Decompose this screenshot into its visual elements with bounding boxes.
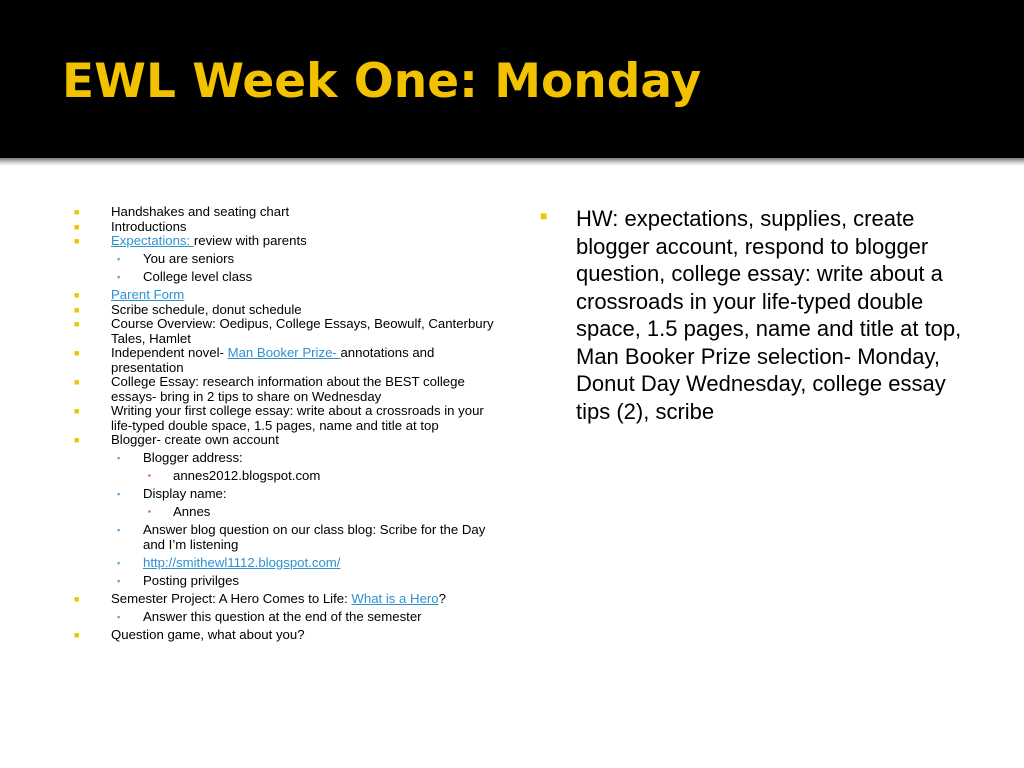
sub-bullet-icon: ▪ xyxy=(117,575,121,586)
list-item: ▪ Answer this question at the end of the semester xyxy=(117,608,422,624)
bullet-icon: ■ xyxy=(74,377,80,387)
list-item: ■ Course Overview: Oedipus, College Essays, Beowulf, Canterbury Tales, Hamlet xyxy=(74,316,494,346)
sub-bullet-icon: ▪ xyxy=(117,525,121,535)
bullet-icon: ■ xyxy=(74,207,80,217)
list-item: ▪ College level class xyxy=(117,269,253,284)
man-booker-prize-link[interactable]: Man Booker Prize- xyxy=(227,345,341,360)
list-item: ■ Handshakes and seating chart xyxy=(74,204,290,219)
bullet-icon: ■ xyxy=(540,209,548,223)
bullet-icon: ■ xyxy=(74,236,80,246)
list-item xyxy=(74,556,494,571)
homework-text: HW: expectations, supplies, create blogger account, respond to blogger question, college essay: write about a crossroads in your life-typed double space, 1.5 pages, name and title at top, Man Booker Prize selection- Monday, Donut Day Wednesday, college essay tips (2), scribe xyxy=(576,206,962,424)
bullet-icon: ■ xyxy=(74,629,80,640)
bullet-icon: ■ xyxy=(74,348,80,358)
bullet-icon: ■ xyxy=(74,319,80,329)
homework-list xyxy=(540,205,970,425)
list-item: ■ Scribe schedule, donut schedule xyxy=(74,301,302,317)
list-item: ▪ Blogger address: xyxy=(117,450,243,465)
list-item: ▪ You are seniors xyxy=(117,251,235,266)
list-item xyxy=(74,288,494,303)
list-item: ▪ Annes xyxy=(148,504,211,519)
sub-bullet-icon: ▪ xyxy=(117,272,121,282)
list-item: ■ Question game, what about you? xyxy=(74,626,305,642)
list-item xyxy=(540,205,970,425)
sub-sub-bullet-icon: ▪ xyxy=(148,471,151,480)
sub-bullet-icon: ▪ xyxy=(117,611,121,622)
bullet-icon: ■ xyxy=(74,221,80,232)
expectations-link[interactable]: Expectations: xyxy=(111,233,194,248)
list-item: ▪ Display name: xyxy=(117,486,227,501)
list-item: ■ Independent novel- Man Booker Prize- annotations and presentation xyxy=(74,345,435,375)
list-item: ■ Writing your first college essay: write about a crossroads in your life-typed double space, 1.5 pages, name and title at top xyxy=(74,403,484,433)
parent-form-link[interactable]: Parent Form xyxy=(111,287,185,302)
sub-bullet-icon: ▪ xyxy=(117,489,121,499)
bullet-icon: ■ xyxy=(74,406,80,416)
bullet-icon: ■ xyxy=(74,435,80,445)
title-divider xyxy=(0,158,1024,166)
list-item: ▪ Answer blog question on our class blog: Scribe for the Day and I’m listening xyxy=(117,522,486,552)
bullet-icon: ■ xyxy=(74,304,80,315)
list-item: ■ Introductions xyxy=(74,218,187,234)
sub-bullet-icon: ▪ xyxy=(117,453,121,463)
list-item: ■ College Essay: research information about the BEST college essays- bring in 2 tips to share on Wednesday xyxy=(74,374,465,404)
list-item: ■ Blogger- create own account xyxy=(74,432,279,447)
title-bar xyxy=(0,0,1024,158)
class-blog-link[interactable]: http://smithewl1112.blogspot.com/ xyxy=(143,554,341,570)
sub-sub-bullet-icon: ▪ xyxy=(148,507,151,516)
what-is-a-hero-link[interactable]: What is a Hero xyxy=(351,590,439,606)
list-item: ■ Expectations: review with parents xyxy=(74,233,307,248)
bullet-icon: ■ xyxy=(74,290,80,300)
list-item: ▪ Posting privilges xyxy=(117,572,240,588)
list-item: ■ Semester Project: A Hero Comes to Life: What is a Hero? xyxy=(74,590,446,606)
slide-title: EWL Week One: Monday xyxy=(62,54,702,109)
list-item: ▪ annes2012.blogspot.com xyxy=(148,468,321,483)
left-bullet-list xyxy=(74,205,494,642)
bullet-icon: ■ xyxy=(74,593,80,604)
sub-bullet-icon: ▪ xyxy=(117,254,121,264)
sub-bullet-icon: ▪ xyxy=(117,557,121,568)
